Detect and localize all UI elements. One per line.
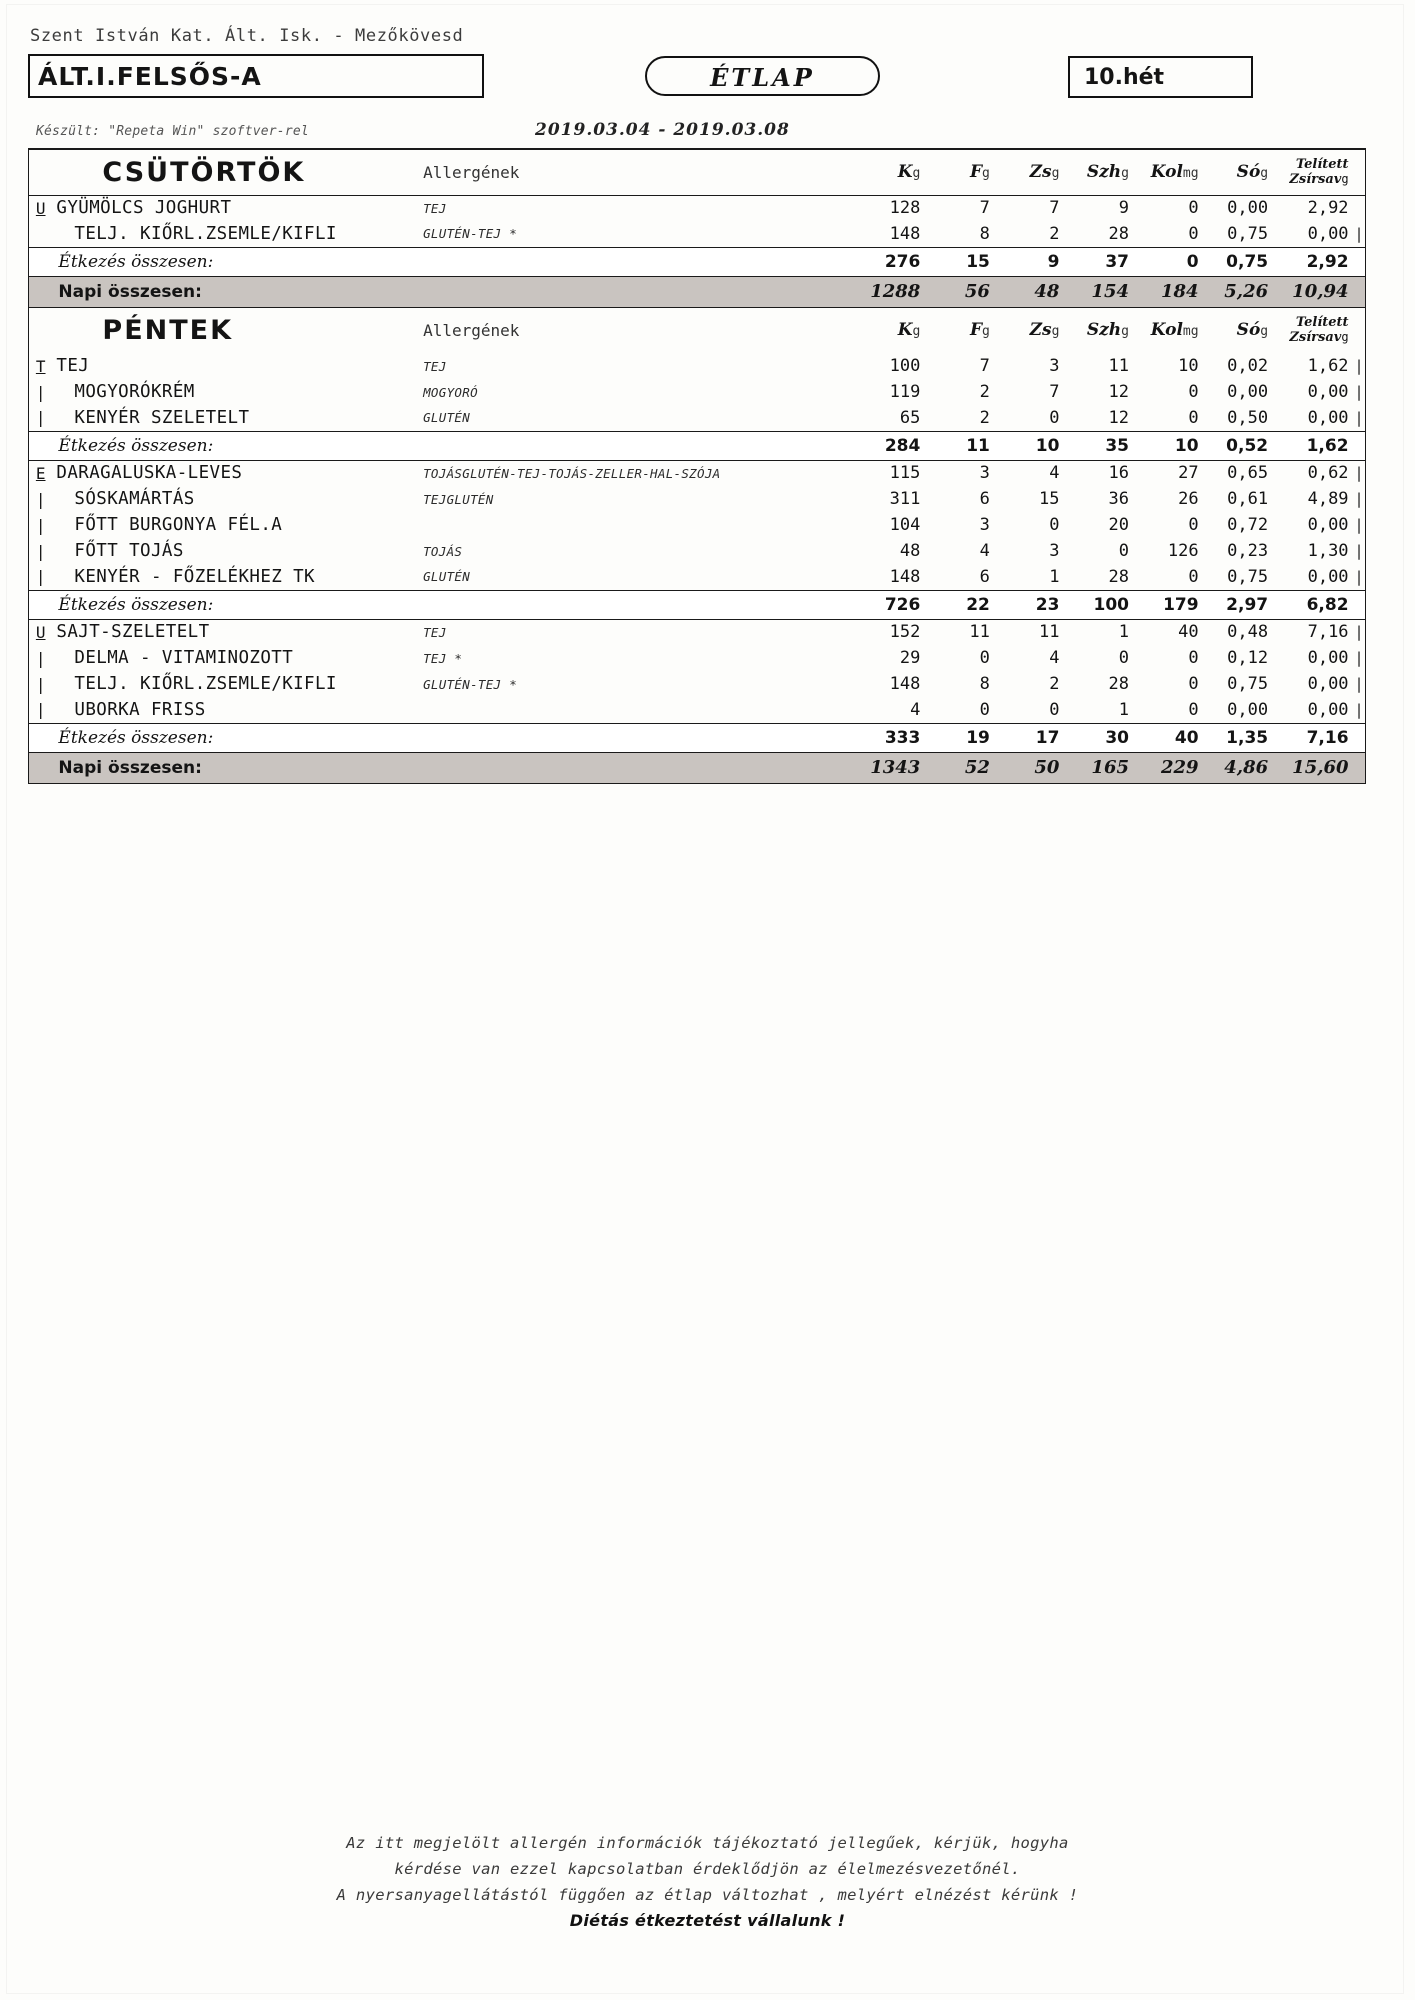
value-k: 48 [899, 541, 921, 561]
dish-allergens: GLUTÉN-TEJ * [423, 226, 518, 242]
total-f: 19 [926, 723, 996, 752]
value-k: 148 [889, 566, 921, 587]
value-so: 0,48 [1227, 622, 1269, 643]
allergens-header: Allergének [411, 149, 846, 195]
menu-row [29, 195, 1366, 221]
row-end [1355, 247, 1366, 276]
value-so: 0,72 [1227, 515, 1269, 535]
footer-line-3: A nyersanyagellátástól függően az étlap változhat , melyért elnézést kérünk ! [336, 1886, 1079, 1904]
menu-row [29, 538, 1366, 564]
dish-allergens: GLUTÉN [423, 410, 471, 426]
total-k: 276 [846, 247, 926, 276]
dish-name: MOGYORÓKRÉM [74, 382, 195, 402]
value-k: 311 [889, 489, 921, 509]
meal-total-label: Étkezés összesen: [52, 431, 845, 460]
value-satfat: 0,00 [1307, 382, 1349, 402]
meal-total-row [29, 247, 1366, 276]
col-szh-header: Szhg [1065, 149, 1135, 195]
dish-allergens: TEJ [423, 200, 447, 216]
value-szh: 0 [1118, 648, 1129, 668]
menu-row [29, 697, 1366, 723]
value-zs: 1 [1049, 566, 1060, 587]
value-satfat: 4,89 [1307, 489, 1349, 509]
document-title-box [645, 56, 880, 96]
row-end [1355, 590, 1366, 619]
menu-row [29, 379, 1366, 405]
dish-name: KENYÉR SZELETELT [74, 407, 250, 428]
value-k: 4 [910, 699, 921, 720]
day-total-k: 1288 [846, 276, 926, 307]
total-szh: 30 [1065, 723, 1135, 752]
col-zs-header: Zsg [996, 149, 1066, 195]
value-k: 29 [899, 648, 921, 668]
value-zs: 4 [1049, 463, 1060, 484]
row-end: | [1355, 512, 1366, 538]
day-total-kol: 184 [1135, 276, 1205, 307]
col-satfat-header: Telített Zsírsavg [1274, 149, 1354, 195]
value-so: 0,50 [1227, 407, 1269, 428]
dish-name: KENYÉR - FŐZELÉKHEZ TK [74, 566, 315, 587]
value-so: 0,00 [1227, 382, 1269, 402]
total-f: 15 [926, 247, 996, 276]
value-so: 0,75 [1227, 566, 1269, 587]
footer-line-1: Az itt megjelölt allergén információk tájékoztató jellegűek, kérjük, hogyha [346, 1834, 1069, 1852]
dish-allergens: TOJÁS [423, 543, 463, 559]
group-title-box [28, 54, 484, 98]
value-kol: 0 [1188, 648, 1199, 668]
row-end: | [1355, 564, 1366, 590]
day-name: PÉNTEK [102, 314, 234, 346]
dish-allergens: GLUTÉN [423, 569, 471, 585]
value-szh: 28 [1108, 223, 1129, 244]
value-f: 11 [969, 622, 990, 643]
col-kol-header: Kolmg [1150, 320, 1199, 341]
week-label: 10.hét [1084, 65, 1165, 90]
total-so: 0,52 [1205, 431, 1275, 460]
dish-allergens [411, 512, 846, 538]
allergens-header: Allergének [423, 320, 520, 340]
dish-allergens: TEJ [423, 358, 447, 374]
value-satfat: 0,00 [1307, 648, 1349, 668]
day-total-f: 52 [926, 752, 996, 783]
row-end: | [1355, 538, 1366, 564]
day-mark [29, 276, 53, 307]
meal-mark: T [29, 353, 53, 379]
school-name: Szent István Kat. Ált. Isk. - Mezőkövesd [30, 26, 464, 46]
value-k: 65 [899, 407, 921, 428]
value-kol: 0 [1188, 223, 1199, 244]
value-satfat: 1,30 [1307, 541, 1349, 561]
dish-name: TELJ. KIŐRL.ZSEMLE/KIFLI [74, 223, 337, 244]
value-zs: 0 [1049, 515, 1060, 535]
menu-row [29, 564, 1366, 590]
value-szh: 16 [1108, 463, 1129, 484]
menu-row [29, 671, 1366, 697]
day-mark [29, 752, 53, 783]
dish-allergens: GLUTÉN-TEJ * [423, 676, 518, 692]
meal-mark: | [29, 564, 53, 590]
total-zs: 10 [996, 431, 1066, 460]
meal-total-label: Étkezés összesen: [52, 590, 845, 619]
dish-allergens: MOGYORÓ [423, 384, 478, 400]
dish-name: DARAGALUSKA-LEVES [56, 463, 243, 484]
row-end: | [1355, 221, 1366, 247]
total-satfat: 1,62 [1274, 431, 1354, 460]
value-f: 6 [979, 566, 990, 587]
value-szh: 20 [1108, 515, 1129, 535]
day-total-row [29, 752, 1366, 783]
value-so: 0,61 [1227, 489, 1269, 509]
row-end: | [1355, 460, 1366, 486]
meal-mark: | [29, 512, 53, 538]
value-so: 0,12 [1227, 648, 1269, 668]
col-szh-header: Szhg [1086, 320, 1129, 341]
row-end: | [1355, 353, 1366, 379]
meal-total-row [29, 723, 1366, 752]
dish-name: FŐTT TOJÁS [74, 541, 184, 561]
menu-row [29, 645, 1366, 671]
total-so: 0,75 [1205, 247, 1275, 276]
value-szh: 12 [1108, 382, 1129, 402]
day-total-szh: 154 [1065, 276, 1135, 307]
dish-allergens [411, 697, 846, 723]
value-satfat: 0,00 [1307, 407, 1349, 428]
meal-total-label: Étkezés összesen: [52, 723, 845, 752]
total-zs: 23 [996, 590, 1066, 619]
row-end [1355, 307, 1366, 353]
meal-mark: U [29, 619, 53, 645]
row-end [1355, 723, 1366, 752]
total-kol: 40 [1135, 723, 1205, 752]
value-kol: 10 [1178, 356, 1199, 376]
value-zs: 2 [1049, 674, 1060, 694]
total-so: 2,97 [1205, 590, 1275, 619]
value-szh: 1 [1118, 699, 1129, 720]
col-f-header: Fg [969, 320, 990, 341]
total-szh: 37 [1065, 247, 1135, 276]
col-kol-header: Kolmg [1135, 149, 1205, 195]
total-f: 11 [926, 431, 996, 460]
total-satfat: 7,16 [1274, 723, 1354, 752]
meal-total-row [29, 431, 1366, 460]
meal-total-row [29, 590, 1366, 619]
total-satfat: 2,92 [1274, 247, 1354, 276]
day-total-zs: 48 [996, 276, 1066, 307]
value-f: 3 [979, 515, 990, 535]
row-end: | [1355, 379, 1366, 405]
value-zs: 3 [1049, 356, 1060, 376]
value-so: 0,75 [1227, 674, 1269, 694]
menu-row [29, 460, 1366, 486]
menu-row [29, 405, 1366, 431]
value-zs: 2 [1049, 223, 1060, 244]
day-total-satfat: 15,60 [1274, 752, 1354, 783]
value-k: 100 [889, 356, 921, 376]
value-szh: 36 [1108, 489, 1129, 509]
row-end [1355, 149, 1366, 195]
value-k: 119 [889, 382, 921, 402]
row-end: | [1355, 645, 1366, 671]
value-f: 7 [979, 356, 990, 376]
footer-line-2: kérdése van ezzel kapcsolatban érdeklődjön az élelmezésvezetőnél. [394, 1860, 1021, 1878]
dish-name: SAJT-SZELETELT [56, 622, 210, 643]
menu-row [29, 512, 1366, 538]
day-header-row [29, 149, 1366, 195]
value-satfat: 7,16 [1307, 622, 1349, 643]
total-kol: 179 [1135, 590, 1205, 619]
value-zs: 15 [1038, 489, 1060, 509]
document-title: ÉTLAP [710, 63, 815, 92]
dish-allergens: TOJÁSGLUTÉN-TEJ-TOJÁS-ZELLER-HAL-SZÓJA [423, 465, 721, 481]
total-f: 22 [926, 590, 996, 619]
footer-line-4: Diétás étkeztetést vállalunk ! [569, 1911, 846, 1930]
value-zs: 7 [1049, 382, 1060, 402]
meal-mark: | [29, 405, 53, 431]
row-end [1355, 195, 1366, 221]
day-total-so: 4,86 [1205, 752, 1275, 783]
total-szh: 35 [1065, 431, 1135, 460]
value-kol: 126 [1167, 541, 1199, 561]
dish-name: UBORKA FRISS [74, 699, 206, 720]
day-total-szh: 165 [1065, 752, 1135, 783]
value-f: 2 [979, 382, 990, 402]
dish-allergens: TEJGLUTÉN [423, 491, 494, 507]
col-f-header: Fg [926, 149, 996, 195]
value-satfat: 2,92 [1307, 198, 1349, 219]
day-mark-cell [29, 307, 53, 353]
row-end: | [1355, 671, 1366, 697]
row-end: | [1355, 619, 1366, 645]
dish-name: TELJ. KIŐRL.ZSEMLE/KIFLI [74, 674, 337, 694]
total-satfat: 6,82 [1274, 590, 1354, 619]
menu-row [29, 619, 1366, 645]
value-kol: 0 [1188, 566, 1199, 587]
day-total-kol: 229 [1135, 752, 1205, 783]
value-szh: 9 [1118, 198, 1129, 219]
value-kol: 40 [1178, 622, 1199, 643]
value-kol: 0 [1188, 382, 1199, 402]
value-so: 0,02 [1227, 356, 1269, 376]
value-szh: 28 [1108, 566, 1129, 587]
value-szh: 0 [1118, 541, 1129, 561]
total-k: 333 [846, 723, 926, 752]
value-satfat: 0,00 [1307, 223, 1349, 244]
day-total-satfat: 10,94 [1274, 276, 1354, 307]
meal-mark [29, 247, 53, 276]
value-kol: 0 [1188, 407, 1199, 428]
dish-allergens: TEJ [423, 624, 447, 640]
value-zs: 0 [1049, 407, 1060, 428]
value-kol: 27 [1178, 463, 1199, 484]
value-f: 7 [979, 198, 990, 219]
value-satfat: 0,00 [1307, 674, 1349, 694]
row-end [1355, 276, 1366, 307]
value-k: 148 [889, 223, 921, 244]
col-zs-header: Zsg [1029, 320, 1060, 341]
dish-name: DELMA - VITAMINOZOTT [74, 648, 294, 668]
menu-table-wrap [28, 148, 1366, 784]
value-satfat: 0,00 [1307, 699, 1349, 720]
day-total-f: 56 [926, 276, 996, 307]
total-k: 726 [846, 590, 926, 619]
value-so: 0,23 [1227, 541, 1269, 561]
value-satfat: 1,62 [1307, 356, 1349, 376]
meal-mark: E [29, 460, 53, 486]
value-k: 152 [889, 622, 921, 643]
day-total-row [29, 276, 1366, 307]
value-kol: 0 [1188, 699, 1199, 720]
row-end: | [1355, 697, 1366, 723]
total-so: 1,35 [1205, 723, 1275, 752]
value-kol: 0 [1188, 515, 1199, 535]
col-k-header: Kg [846, 149, 926, 195]
col-so-header: Sóg [1236, 320, 1269, 341]
value-so: 0,00 [1227, 699, 1269, 720]
col-satfat-header: Telített Zsírsavg [1289, 314, 1349, 345]
col-so-header: Sóg [1205, 149, 1275, 195]
menu-table [28, 148, 1366, 784]
meal-mark: | [29, 486, 53, 512]
day-mark-cell [29, 149, 53, 195]
date-range: 2019.03.04 - 2019.03.08 [535, 120, 790, 140]
value-kol: 0 [1188, 198, 1199, 219]
meal-mark: U [29, 195, 53, 221]
value-zs: 11 [1038, 622, 1060, 643]
row-end: | [1355, 486, 1366, 512]
row-end [1355, 431, 1366, 460]
footer-note [0, 1830, 1415, 1934]
meal-mark [29, 431, 53, 460]
value-szh: 28 [1108, 674, 1129, 694]
dish-name: GYÜMÖLCS JOGHURT [56, 198, 232, 219]
day-total-so: 5,26 [1205, 276, 1275, 307]
value-so: 0,65 [1227, 463, 1269, 484]
value-szh: 1 [1118, 622, 1129, 643]
value-zs: 0 [1049, 699, 1060, 720]
menu-row [29, 353, 1366, 379]
menu-row [29, 486, 1366, 512]
value-so: 0,00 [1227, 198, 1269, 219]
meal-mark [29, 723, 53, 752]
meal-mark: | [29, 671, 53, 697]
group-title: ÁLT.I.FELSŐS-A [38, 62, 262, 91]
value-f: 4 [979, 541, 990, 561]
value-kol: 26 [1178, 489, 1199, 509]
day-total-zs: 50 [996, 752, 1066, 783]
day-total-label: Napi összesen: [52, 752, 845, 783]
meal-mark: | [29, 697, 53, 723]
value-f: 0 [979, 699, 990, 720]
value-f: 2 [979, 407, 990, 428]
value-k: 104 [889, 515, 921, 535]
meal-mark: | [29, 645, 53, 671]
value-f: 6 [979, 489, 990, 509]
value-f: 8 [979, 223, 990, 244]
meal-mark: | [29, 379, 53, 405]
value-k: 115 [889, 463, 921, 484]
value-szh: 12 [1108, 407, 1129, 428]
value-szh: 11 [1108, 356, 1129, 376]
dish-name: TEJ [56, 356, 90, 376]
dish-name: SÓSKAMÁRTÁS [74, 489, 195, 509]
row-end [1355, 752, 1366, 783]
dish-name: FŐTT BURGONYA FÉL.A [74, 515, 283, 535]
total-zs: 9 [996, 247, 1066, 276]
value-zs: 7 [1049, 198, 1060, 219]
meal-mark [29, 221, 53, 247]
meal-mark [29, 590, 53, 619]
day-total-label: Napi összesen: [52, 276, 845, 307]
day-total-k: 1343 [846, 752, 926, 783]
meal-mark: | [29, 538, 53, 564]
value-zs: 3 [1049, 541, 1060, 561]
row-end: | [1355, 405, 1366, 431]
total-szh: 100 [1065, 590, 1135, 619]
meal-total-label: Étkezés összesen: [52, 247, 845, 276]
col-k-header: Kg [897, 320, 921, 341]
menu-row [29, 221, 1366, 247]
total-zs: 17 [996, 723, 1066, 752]
day-name: CSÜTÖRTÖK [52, 149, 411, 195]
value-satfat: 0,62 [1307, 463, 1349, 484]
value-zs: 4 [1049, 648, 1060, 668]
week-box [1068, 56, 1253, 98]
value-f: 0 [979, 648, 990, 668]
day-header-row [29, 307, 1366, 353]
dish-allergens: TEJ * [423, 650, 463, 666]
total-kol: 10 [1135, 431, 1205, 460]
value-f: 3 [979, 463, 990, 484]
total-kol: 0 [1135, 247, 1205, 276]
value-satfat: 0,00 [1307, 566, 1349, 587]
software-credit: Készült: "Repeta Win" szoftver-rel [36, 124, 309, 139]
value-f: 8 [979, 674, 990, 694]
total-k: 284 [846, 431, 926, 460]
value-k: 148 [889, 674, 921, 694]
value-so: 0,75 [1227, 223, 1269, 244]
value-satfat: 0,00 [1307, 515, 1349, 535]
value-kol: 0 [1188, 674, 1199, 694]
value-k: 128 [889, 198, 921, 219]
